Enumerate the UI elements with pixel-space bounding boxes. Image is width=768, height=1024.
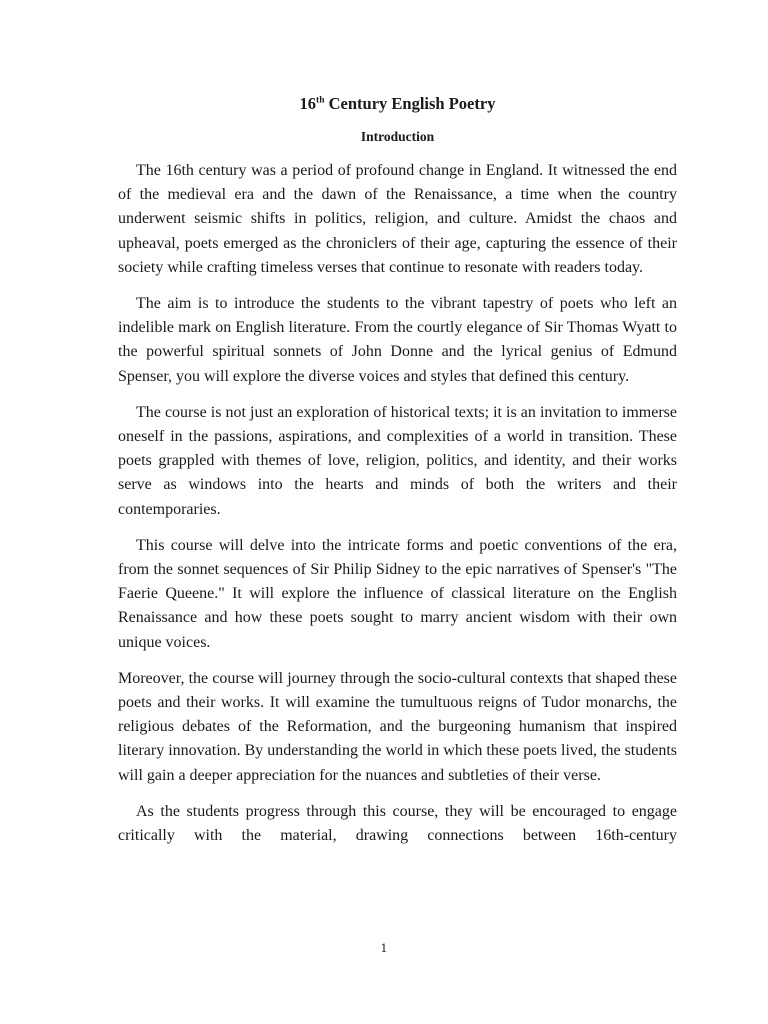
- paragraph-2: The aim is to introduce the students to the vibrant tapestry of poets who left an indelible mark on English literature. From the courtly elegance of Sir Thomas Wyatt to the powerful spiritual sonnets of John Donne and the lyrical genius of Edmund Spenser, you will explore the diverse voices and styles that defined this century.: [118, 295, 677, 385]
- title-superscript: th: [316, 95, 325, 106]
- document-page: [118, 92, 677, 848]
- title-prefix: 16: [299, 94, 317, 113]
- title-suffix: Century English Poetry: [324, 94, 496, 113]
- document-title: [118, 92, 677, 116]
- paragraph-3: The course is not just an exploration of historical texts; it is an invitation to immerse oneself in the passions, aspirations, and complexities of a world in transition. These poets grappled with themes of love, religion, politics, and identity, and their works serve as windows into the hearts and minds of both the writers and their contemporaries.: [118, 403, 677, 518]
- page-number: 1: [380, 942, 388, 955]
- paragraph-4: This course will delve into the intricate forms and poetic conventions of the era, from the sonnet sequences of Sir Philip Sidney to the epic narratives of Spenser's "The Faerie Queene." It will explore the influence of classical literature on the English Renaissance and how these poets sought to marry ancient wisdom with their own unique voices.: [118, 536, 677, 651]
- section-heading: Introduction: [360, 129, 435, 144]
- paragraph-5: Moreover, the course will journey through the socio-cultural contexts that shaped these poets and their works. It will examine the tumultuous reigns of Tudor monarchs, the religious debates of the Reformation, and the burgeoning humanism that inspired literary innovation. By understanding the world in which these poets lived, the students will gain a deeper appreciation for the nuances and subtleties of their verse.: [118, 669, 678, 784]
- paragraph-1: The 16th century was a period of profound change in England. It witnessed the end of the medieval era and the dawn of the Renaissance, a time when the country underwent seismic shifts in politics, religion, and culture. Amidst the chaos and upheaval, poets emerged as the chroniclers of their age, capturing the essence of their society while crafting timeless verses that continue to resonate with readers today.: [118, 162, 677, 276]
- paragraph-6: As the students progress through this course, they will be encouraged to engage critically with the material, drawing connections between 16th-century: [118, 802, 677, 845]
